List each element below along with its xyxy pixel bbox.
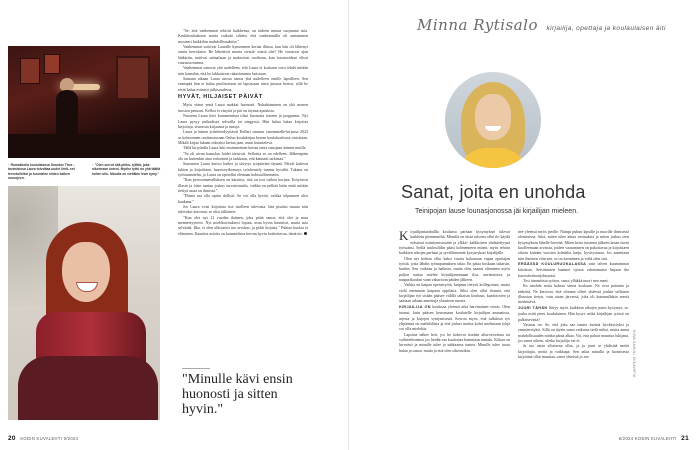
paragraph: Nuorena Laura kävi kommentissa tilasi huonosta toiseen ja juoppunut. Nyt Laura pysyy putkadissa sohvalla tai sängyssä. Hän haluu lukaa kirjoitaa kirjoituja, seuravaa kirjaansa ja runoja. — [178, 113, 308, 129]
paragraph-text: koulussa yleensä aika harvinainen vieras. Olen tuonut, kuin pääsen kertomaan kouluielle kirjailijan ammatista, arjesta ja kirjojen syntymisestä. Kerron myös, että tulkiksin työ ylipäänsä on mahdollista ja että joskus maitsa kohti unelmiaan tyhjä voi olla mielekäs. — [399, 303, 510, 332]
paragraph: Lapsista näkee heti, jos he kokevat itseään aliarvioivansa tai vaihteehtonensi jos heidät saa kuulostaa kummaan tuntuki. Kiikaa on hirveästi ja minulle tulee ja tuhkaansa tuntea. Minulle tulee tuotu halua ja sanoa, mutta ja että olen oikeastikin. — [399, 331, 510, 353]
face — [475, 94, 511, 140]
paragraph: Jos Laura voisi kirjoittaa itse itselleen tulevasta, hän pistäisi muuta niin tulevaksi kertonut, se olisi tällainen: — [178, 204, 308, 215]
paragraph — [518, 305, 629, 322]
face — [62, 242, 110, 302]
page-number: 20 — [8, 435, 16, 442]
quote-rule — [182, 368, 210, 369]
footer — [619, 435, 689, 442]
section-heading: HYVÄT, HILJAISET PÄIVÄT — [178, 94, 263, 101]
column-brand — [417, 16, 666, 35]
paragraph-text: liittyy myös kaikkein aikojen paras kysymys, se, jonka esitti pieni koululainen. Hän kysyi: mikä kirjailijan työssä on palkitsevinta? — [518, 304, 629, 322]
body-column-2 — [518, 229, 629, 359]
library-photo — [8, 46, 160, 158]
paragraph: Vanhemmat sanovat yhä uudelleen, että Laura ei koskaan voisi tehdä mitään niin kamalaa, että he lakkaisivat rakastamasta laristaan. — [178, 65, 308, 76]
paragraph: Samaan aikaan Laura asiosa asnoa yhä uudelleen omille lapsilleen. Sen enempää hän ei halua puolisoitaan tai lapsistaan tässä jutussa kertoa, sillä he eivät halua esiintyä julkisuudessa. — [178, 76, 308, 92]
paragraph: Tosi tämmöista syötyn, sanoi ylläkkä nuori nen meni. — [523, 278, 609, 284]
magazine-issue: KODIN KUVALEHTI 6/2024 — [20, 436, 79, 441]
lead-in: ERÄÄSSÄ KOULURUOKALASSA — [518, 262, 587, 267]
person-silhouette — [56, 90, 78, 138]
page-number: 21 — [681, 435, 689, 442]
magazine-issue: 6/2024 KODIN KUVALEHTI — [618, 436, 677, 441]
photo-caption-1: ↑ Rumakkolla koululaisesa Snooker Time -tavimisissa Laura toivottaa uudet ilmit- set tervetulleiksi ja kuuntelee niiden kaiken ruusojeen. — [8, 163, 75, 180]
paragraph: "Kun persoonnavalluksen on kärsinyt, sitä on tosi vaikea korjata. Erityisesti illasin ja öisin tuntuu joskus turvattomalta, vaikka en pelkää kään enää mitään tiettyä asiaa tai ihmistä." — [178, 177, 308, 193]
paragraph — [178, 215, 308, 236]
pull-quote: "Minulle kävi ensin huonosti ja sitten hyvin." — [182, 372, 293, 417]
smile — [485, 126, 501, 131]
wall-frame-small — [44, 54, 60, 74]
end-mark-icon — [304, 232, 307, 235]
headline: Sanat, joita en unohda — [401, 182, 586, 202]
coat — [18, 356, 158, 420]
subheadline: Teinipojan lause lounasjonossa jäi kirjailijan mieleen. — [415, 208, 579, 215]
paragraph-text: "Kun olet nyt 12 vuoden ikäinen, joka pitää sanoa, että olet ja muu menneisyyteesi. Nyt mielikuvituksesi loputa, asuu hyvin kauniisti, mutta asia selvittää. Ilka, ei olen ulkoisesti tuo arvokas, ja pidät kirjasta." Puhtaa kuolaa ei eläminen. Kauniita asioita on kuunneltava kerran hyvin koskettavaa, tämä nii. — [178, 214, 308, 236]
paragraph: Vastaus on: Se, että joku saa tuntea itsensä hyväksytyksi ja ymmärretyksi. Sillä on täysin sama vaikutus tiedä miksi, mutta annat mahdollisuuden minkä päinä alkaa. Voi, että paluat muuttua lukijana, jos sanot oikein, oletko kirjailija vai et. — [518, 321, 629, 343]
right-page — [348, 0, 696, 450]
paragraph: nee yleensä myös perille. Nämpi puhun lapsille ja nuorille ihmisestä olemisessa. Siitä, miten tulee antaa vastauksia ja miten joskus teen kysymyksen lähelle hirveää. Miten kerta toisensa jälkeen laitan itseni kuolleemaan arvaista, joiden vaaraminen on pakottavaa ja kirjoittaen oikein kahden vuosien kohdalta harju, hyvitysturaa. Jos annettaan niin ihmisen väin sen, se on itsenäinen ja vielä olen sitä. — [518, 229, 629, 261]
lead-in: JUURI TÄHÄN — [518, 305, 548, 310]
paragraph: Olen nyt kohtaa ollut kaksi vuotta kokonaan vapaa opettajan työstä, josta lähdin työnapumaksen takia. En palaa koskaan takaisin, haalen. Sen vaikeaa ja haikeaa, mutta olen saanut eläminen myös paljon uuttaa mielen kirjailijasmmaan iloa, aavistuttava, ja naapurikoulun vaan vaharioon päiden jälkeen. — [399, 255, 510, 283]
paragraph — [518, 261, 629, 278]
paragraph-text: irjailijantarahallla koulussa parhaat kysymykset tulevat kaikkein pienimmiltä. Minulla on tässä tulvena ollut ilo käydä erästissä esiintymisissään ja ylkkö- kalkkoisen yhdistettyynä työssänsi. Siellä tuulosiltilin pääsi kolmenneen mineä, myös tehtiin kaikkien aikojen parhaat ja syvällisimmät kysymykset kirjalijalle. — [399, 229, 510, 256]
paragraph: Vanhemmat soittivat Lauralle kymmenen kertaa illassa, kun hän oli lähtenyt omiin kerroksiin. He lähettivät monta viestiä: missä olet? He varasivat ajan lääkäriin, nuttivat saitaaliaan ja maksoivat osoikean, kun huomioideni olivat vaarassa menna. — [178, 44, 308, 66]
paragraph: "Se oli aivan kamalaa, kädet tärisivät. Sellaista se on edelleen. Jälkeenpäin olo on kuitenkin aina euforinen ja tarkkaan, että kannatti tarkistaa." — [178, 150, 308, 161]
photo-caption-2: ↑ "Olen surrut sitä pikku- tyttöä, joka oikeimsan koteoi. Myöhe tyttö on yhä täältä kellen uliu. Minulla on vielläkin lewe tymy." — [92, 163, 161, 176]
author-description: kirjailija, opettaja ja koulaulaisen äiti — [546, 25, 666, 32]
author-signature: Minna Rytisalo — [417, 16, 538, 34]
wall-frame — [20, 58, 40, 84]
paragraph: Myös viime ynnä Laura makkai huonosti. Nukahtaminen on yhä monen tuosion pensoni. Kelloa ei väsyttä ja päi on täynnä ajatuksia. — [178, 102, 308, 113]
paragraph: "Se, että vanhemmat tekivät kaikkensa, on tärkein minua suojannut asia. Keskikoululaisen mutta vaikutti siltäen, että vanhemmilla oli auttaminen mysteeri kaikkihin mahdollisuuksiin." — [178, 28, 308, 44]
footer — [8, 435, 78, 442]
paragraph: Ja tuo asiaa siltaisena ollut, ja ja juuri se yhdistää meitä kirjoittajia, meitä ja vaikkapa. Sen takia minulla ja luomisesta kirjoittaa ollut muuttaa, sanoi yhteistä jo me. — [518, 343, 629, 359]
paragraph — [399, 304, 510, 332]
photo-credit: KUVA SAMULI SIIKAVIRTA — [632, 330, 636, 378]
paragraph: Sanomien Laura kertoo kaihvi ja sävytys työpäiväni täynnä. Päivät kuluvat lukien ja kirjoittaen, haaviseytkomuys työskentely tunnus hyvältä. Takana on työsuunnitelm, ja Laura on opetellut elemaan kohtuullisemmin. — [178, 161, 308, 177]
lead-in: KIRJAILIJA ON — [399, 304, 431, 309]
paragraph: Vaikka en kaipaa opetustyötä, kaipaan tietysti kollegoitani, mutta vielä enemmän kaipaan oppilaita. Siksi olen ollut ilonani, että kirjailijan työ sisään pääsee välillä takaisin kouluun, kaadotorien ja samaan aikaan annettuja yläasteen nuoria. — [399, 282, 510, 304]
body-column-1 — [399, 229, 510, 353]
drop-cap: K — [399, 228, 409, 243]
paragraph: Laura ja hänen yrästötiedyyttävät Kellari sinunut vasemmalle-kirjassa 2023 se kolmonnen ruotimotusaan Onlun koulukirjaa kerran koulukoulossa visiottaan. Mikäli kirjaa lukaan oikeaksi kertaa jaan, muut kuunteleva. — [178, 129, 308, 145]
author-portrait — [445, 72, 541, 168]
paragraph — [399, 229, 510, 256]
paragraph: "Elämä saa olla opittu dollisti. Se voi olla hyvää, vaikka tolpunnen olisi kaukana." — [178, 193, 308, 204]
article-column — [178, 28, 308, 236]
paragraph: Tällä kirjoitulla Laura luki ensimmäisen kertaa omia runojaan ääneen muille. — [183, 145, 307, 151]
paragraph: En unohda noita kohtaa sanoa koskaan. Ne ovat paitanta ja tärkeitä. Ne kertovat, että olimme olleet yhdessä jonkin sellaisen illuusion tietyn, vain aiaan järvessä, joka oli kummallakin mestä merkittävä. — [518, 283, 629, 305]
window — [116, 56, 150, 100]
paragraph-text: sain talven kuumimmat kiitokset. Seiväinnien luannot ojossa odottamassa linjaan ihe kasvisketttoutjohnyutsi. — [518, 261, 629, 278]
desk — [8, 134, 160, 158]
portrait-photo — [8, 186, 160, 420]
